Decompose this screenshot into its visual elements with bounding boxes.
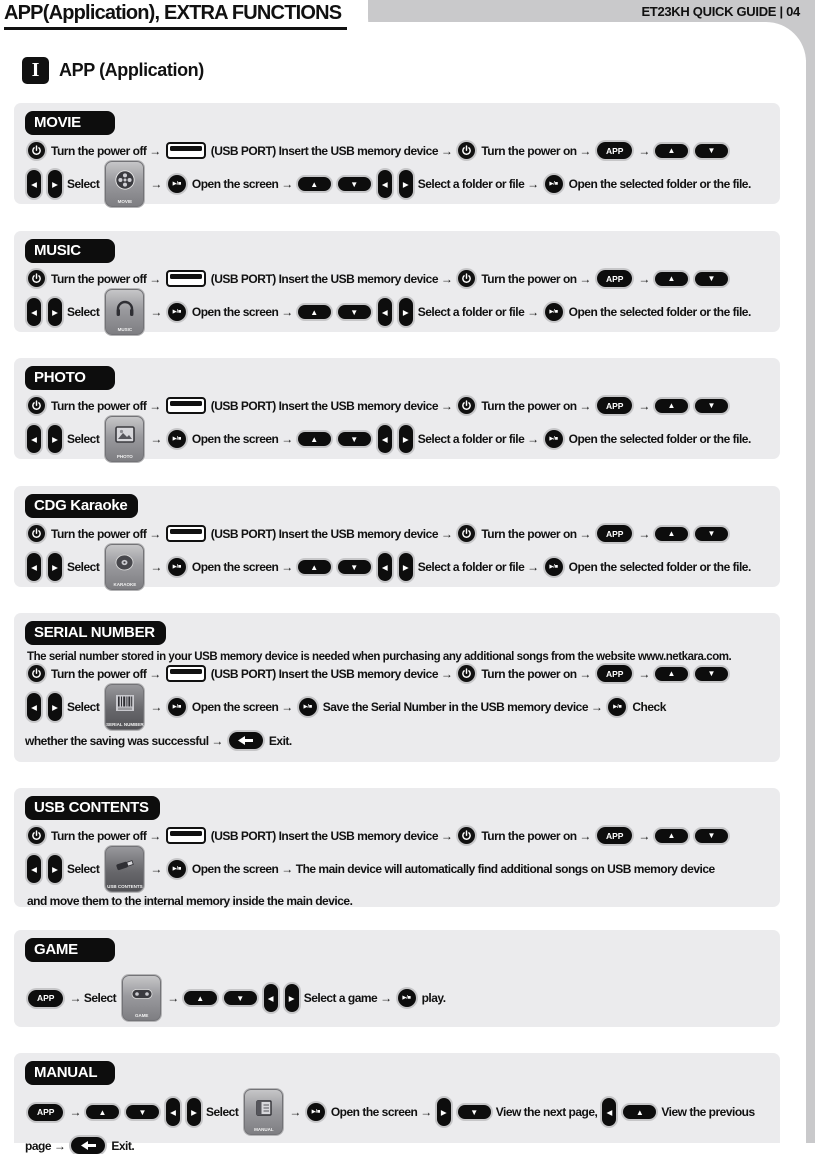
step-text: Open the screen →: [191, 560, 293, 574]
steps-row: [25, 416, 772, 462]
step-text: Turn the power off →: [51, 828, 161, 843]
step-text: →: [150, 305, 162, 319]
step-text: Select a folder or file →: [417, 560, 539, 574]
tile-label: MUSIC: [117, 326, 133, 332]
game-section-title: GAME: [25, 938, 115, 962]
down-button: ▼: [224, 991, 257, 1005]
movie-app-tile: [105, 161, 144, 207]
step-text: Check: [632, 700, 666, 714]
step-text: →: [638, 828, 650, 843]
step-text: play.: [421, 991, 446, 1005]
down-button: ▼: [695, 829, 728, 843]
right-button: ▶: [399, 425, 413, 453]
play-button: ▶/■: [398, 989, 416, 1007]
up-button: ▲: [298, 560, 331, 574]
movie-section-title: MOVIE: [25, 111, 115, 135]
steps-row: [25, 270, 772, 287]
up-button: ▲: [623, 1105, 656, 1119]
play-button: ▶/■: [168, 698, 186, 716]
power-icon: [28, 665, 45, 682]
power-icon: [28, 270, 45, 287]
tile-label: PHOTO: [116, 453, 133, 459]
barcode-icon: [115, 685, 135, 722]
down-button: ▼: [126, 1105, 159, 1119]
photo-section: [14, 358, 780, 459]
down-button: ▼: [695, 144, 728, 158]
left-button: ◀: [378, 298, 392, 326]
step-text: Turn the power off →: [51, 526, 161, 541]
karaoke-section-title: CDG Karaoke: [25, 494, 138, 518]
up-button: ▲: [655, 527, 688, 541]
app-button: APP: [597, 397, 632, 414]
tile-label: GAME: [134, 1012, 149, 1018]
play-button: ▶/■: [299, 698, 317, 716]
up-button: ▲: [298, 305, 331, 319]
up-button: ▲: [298, 432, 331, 446]
usb-contents-section: [14, 788, 780, 907]
step-text: Turn the power off →: [51, 143, 161, 158]
step-text: →: [150, 560, 162, 574]
step-text: Open the selected folder or the file.: [568, 305, 751, 319]
play-button: ▶/■: [168, 860, 186, 878]
heading-badge: I: [22, 57, 49, 84]
play-button: ▶/■: [545, 303, 563, 321]
steps-row: [25, 289, 772, 335]
book-icon: [254, 1090, 274, 1127]
serial-intro-text: The serial number stored in your USB memory device is needed when purchasing any additional songs from the website www.netkara.com.: [27, 651, 732, 663]
down-button: ▼: [338, 560, 371, 574]
power-icon: [458, 525, 475, 542]
step-text: →: [638, 143, 650, 158]
play-button: ▶/■: [545, 175, 563, 193]
left-button: ◀: [602, 1098, 616, 1126]
step-text: (USB PORT) Insert the USB memory device →: [210, 828, 453, 843]
step-text: Select: [67, 432, 100, 446]
back-button: [71, 1137, 105, 1154]
step-text: →: [167, 991, 179, 1005]
play-button: ▶/■: [307, 1103, 325, 1121]
down-button: ▼: [338, 305, 371, 319]
headphones-icon: [114, 290, 136, 327]
down-button: ▼: [695, 272, 728, 286]
app-button: APP: [28, 990, 63, 1007]
left-button: ◀: [378, 425, 392, 453]
steps-row: [27, 894, 772, 908]
play-button: ▶/■: [545, 558, 563, 576]
photo-app-tile: [105, 416, 144, 462]
down-button: ▼: [338, 177, 371, 191]
film-reel-icon: [114, 162, 136, 199]
power-icon: [28, 525, 45, 542]
left-button: ◀: [166, 1098, 180, 1126]
step-text: →: [150, 700, 162, 714]
photo-section-title: PHOTO: [25, 366, 115, 390]
right-button: ▶: [399, 170, 413, 198]
app-button: APP: [597, 665, 632, 682]
step-text: →: [69, 1105, 81, 1119]
right-button: ▶: [399, 553, 413, 581]
step-text: Turn the power on →: [481, 398, 591, 413]
header-guide-label: ET23KH QUICK GUIDE | 04: [641, 4, 800, 19]
manual-section-title: MANUAL: [25, 1061, 115, 1085]
steps-row: [25, 544, 772, 590]
step-text: →: [150, 177, 162, 191]
step-text: Turn the power off →: [51, 398, 161, 413]
step-text: (USB PORT) Insert the USB memory device →: [210, 143, 453, 158]
down-button: ▼: [338, 432, 371, 446]
step-text: (USB PORT) Insert the USB memory device →: [210, 666, 453, 681]
play-button: ▶/■: [545, 430, 563, 448]
step-text: Select: [67, 560, 100, 574]
movie-section: [14, 103, 780, 204]
photo-icon: [114, 417, 136, 454]
step-text: Select: [67, 700, 100, 714]
serial-number-section: [14, 613, 780, 762]
usb-port-icon: [166, 142, 206, 159]
power-icon: [28, 142, 45, 159]
manual-app-tile: [244, 1089, 283, 1135]
app-button: APP: [28, 1104, 63, 1121]
power-icon: [458, 665, 475, 682]
usb-port-icon: [166, 827, 206, 844]
step-text: Turn the power off →: [51, 666, 161, 681]
left-button: ◀: [27, 693, 41, 721]
app-button: APP: [597, 142, 632, 159]
step-text: Turn the power on →: [481, 143, 591, 158]
step-text: Open the screen →: [191, 432, 293, 446]
step-text: Select: [205, 1105, 239, 1119]
left-button: ◀: [378, 553, 392, 581]
usb-port-icon: [166, 665, 206, 682]
step-text: whether the saving was successful →: [25, 733, 223, 748]
right-button: ▶: [285, 984, 299, 1012]
up-button: ▲: [655, 399, 688, 413]
step-text: Select a folder or file →: [417, 432, 539, 446]
step-text: Select a game →: [303, 991, 392, 1005]
step-text: Select: [67, 177, 100, 191]
play-button: ▶/■: [608, 698, 626, 716]
manual-section: [14, 1053, 780, 1153]
play-button: ▶/■: [168, 175, 186, 193]
power-icon: [28, 827, 45, 844]
gamepad-icon: [131, 976, 153, 1013]
step-text: The main device will automatically find additional songs on USB memory device: [295, 862, 715, 876]
right-button: ▶: [187, 1098, 201, 1126]
right-button: ▶: [437, 1098, 451, 1126]
up-button: ▲: [184, 991, 217, 1005]
power-icon: [458, 142, 475, 159]
step-text: (USB PORT) Insert the USB memory device →: [210, 526, 453, 541]
step-text: View the previous: [661, 1105, 755, 1119]
music-section-title: MUSIC: [25, 239, 115, 263]
power-icon: [458, 397, 475, 414]
left-button: ◀: [27, 170, 41, 198]
power-icon: [458, 827, 475, 844]
play-button: ▶/■: [168, 558, 186, 576]
steps-row: [25, 525, 772, 542]
steps-row: [25, 684, 772, 730]
serial-section-title: SERIAL NUMBER: [25, 621, 166, 645]
step-text: page →: [25, 1138, 66, 1153]
heading-text: APP (Application): [59, 60, 204, 80]
karaoke-app-tile: [105, 544, 144, 590]
tile-label: USB CONTENTS: [107, 883, 143, 889]
step-text: Select a folder or file →: [417, 305, 539, 319]
back-button: [229, 732, 263, 749]
cd-disc-icon: [114, 545, 136, 582]
right-button: ▶: [48, 298, 62, 326]
usb-port-icon: [166, 397, 206, 414]
step-text: Open the selected folder or the file.: [568, 432, 751, 446]
steps-row: [25, 397, 772, 414]
steps-row: [25, 975, 772, 1021]
right-button: ▶: [48, 855, 62, 883]
app-button: APP: [597, 525, 632, 542]
step-text: and move them to the internal memory inside the main device.: [27, 894, 353, 908]
steps-row: [25, 161, 772, 207]
step-text: Open the screen →: [191, 177, 293, 191]
tile-label: MANUAL: [254, 1126, 274, 1132]
step-text: Select a folder or file →: [417, 177, 539, 191]
usb-section-title: USB CONTENTS: [25, 796, 160, 820]
up-button: ▲: [655, 829, 688, 843]
app-button: APP: [597, 270, 632, 287]
page-title: APP(Application), EXTRA FUNCTIONS: [4, 2, 347, 30]
step-text: Open the selected folder or the file.: [568, 177, 751, 191]
right-button: ▶: [399, 298, 413, 326]
step-text: (USB PORT) Insert the USB memory device →: [210, 398, 453, 413]
step-text: Exit.: [268, 733, 292, 748]
step-text: Open the screen →: [191, 305, 293, 319]
step-text: →: [289, 1105, 301, 1119]
step-text: Open the screen →: [330, 1105, 432, 1119]
step-text: Exit.: [111, 1138, 135, 1153]
step-text: Open the screen →: [191, 862, 293, 876]
usb-port-icon: [166, 270, 206, 287]
step-text: Turn the power on →: [481, 828, 591, 843]
step-text: →: [638, 526, 650, 541]
left-button: ◀: [27, 298, 41, 326]
left-button: ◀: [27, 855, 41, 883]
step-text: View the next page,: [495, 1105, 598, 1119]
step-text: → Select: [69, 991, 117, 1005]
step-text: →: [638, 398, 650, 413]
step-text: Turn the power off →: [51, 271, 161, 286]
steps-row: [25, 846, 772, 892]
tile-label: SERIAL NUMBER: [106, 721, 144, 727]
game-app-tile: [122, 975, 161, 1021]
right-button: ▶: [48, 553, 62, 581]
step-text: Select: [67, 305, 100, 319]
tile-label: KARAOKE: [113, 581, 137, 587]
karaoke-section: [14, 486, 780, 587]
step-text: Turn the power on →: [481, 526, 591, 541]
usb-stick-icon: [114, 847, 136, 884]
right-button: ▶: [48, 170, 62, 198]
down-button: ▼: [458, 1105, 491, 1119]
up-button: ▲: [298, 177, 331, 191]
step-text: Turn the power on →: [481, 666, 591, 681]
left-button: ◀: [264, 984, 278, 1012]
play-button: ▶/■: [168, 430, 186, 448]
left-button: ◀: [378, 170, 392, 198]
up-button: ▲: [655, 667, 688, 681]
step-text: Select: [67, 862, 100, 876]
power-icon: [458, 270, 475, 287]
steps-row: [25, 1089, 772, 1135]
step-text: →: [638, 271, 650, 286]
down-button: ▼: [695, 399, 728, 413]
tile-label: MOVIE: [117, 198, 133, 204]
steps-row: [25, 827, 772, 844]
step-text: →: [150, 862, 162, 876]
power-icon: [28, 397, 45, 414]
right-button: ▶: [48, 425, 62, 453]
left-button: ◀: [27, 425, 41, 453]
up-button: ▲: [86, 1105, 119, 1119]
step-text: (USB PORT) Insert the USB memory device →: [210, 271, 453, 286]
step-text: Save the Serial Number in the USB memory device →: [322, 700, 603, 714]
up-button: ▲: [655, 144, 688, 158]
serial-number-app-tile: [105, 684, 144, 730]
down-button: ▼: [695, 667, 728, 681]
steps-row: [25, 142, 772, 159]
game-section: [14, 930, 780, 1027]
step-text: Open the selected folder or the file.: [568, 560, 751, 574]
step-text: Turn the power on →: [481, 271, 591, 286]
music-app-tile: [105, 289, 144, 335]
steps-row: [25, 665, 772, 682]
step-text: Open the screen →: [191, 700, 293, 714]
music-section: [14, 231, 780, 332]
down-button: ▼: [695, 527, 728, 541]
usb-contents-app-tile: [105, 846, 144, 892]
play-button: ▶/■: [168, 303, 186, 321]
right-gray-strip: [806, 0, 815, 1143]
usb-port-icon: [166, 525, 206, 542]
up-button: ▲: [655, 272, 688, 286]
section-heading: [22, 57, 204, 84]
step-text: →: [150, 432, 162, 446]
step-text: →: [638, 666, 650, 681]
right-button: ▶: [48, 693, 62, 721]
app-button: APP: [597, 827, 632, 844]
steps-row: [25, 732, 772, 749]
left-button: ◀: [27, 553, 41, 581]
steps-row: [25, 1137, 772, 1154]
